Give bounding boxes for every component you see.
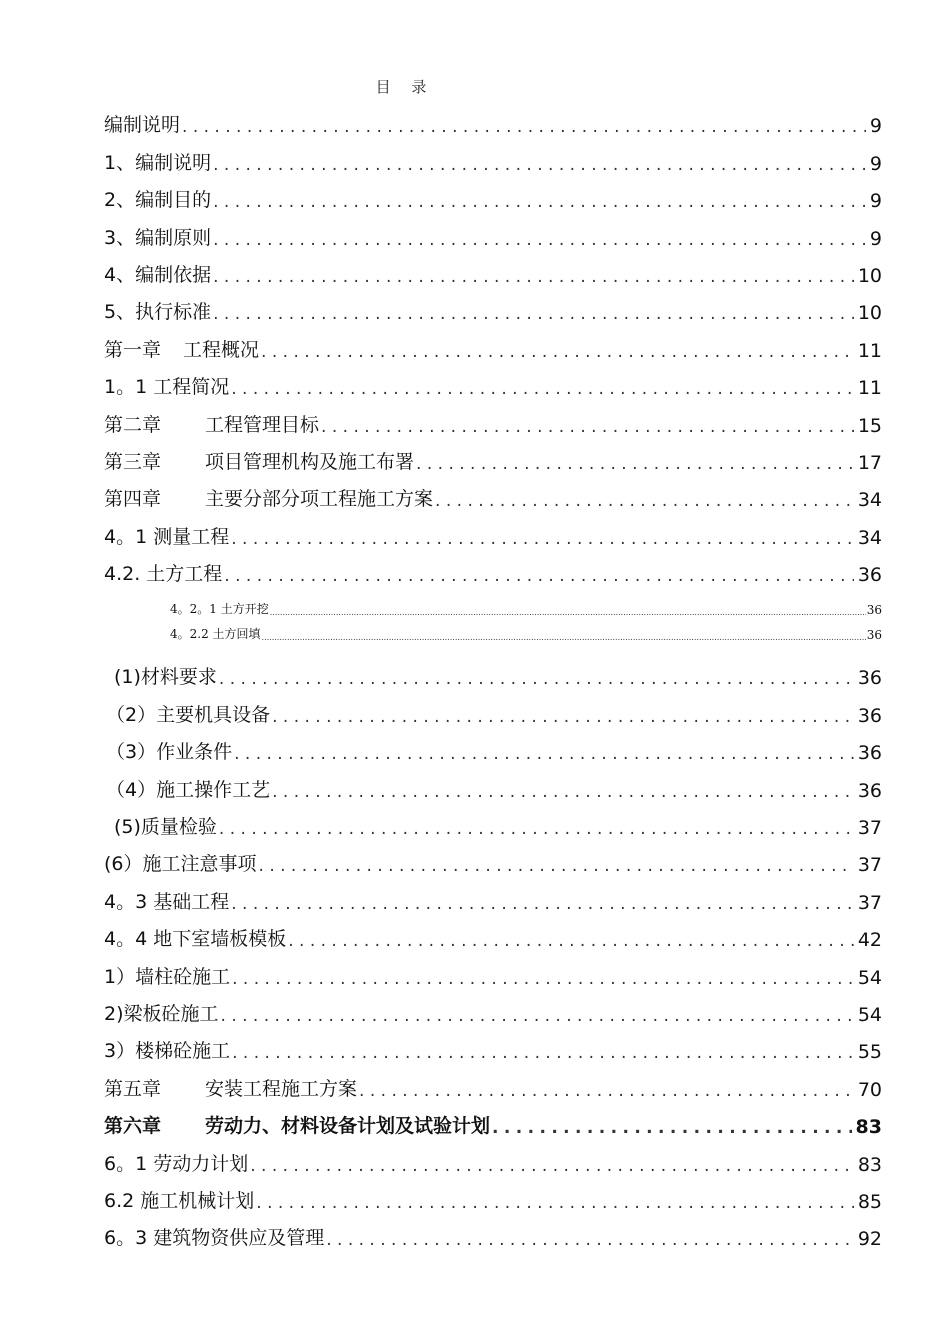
toc-page-number: 42 xyxy=(857,929,882,952)
leader-dots xyxy=(232,969,854,989)
toc-page-number: 10 xyxy=(857,264,882,287)
toc-entry-label xyxy=(104,410,319,437)
leader-dots xyxy=(270,608,866,617)
leader-dots xyxy=(231,894,854,914)
toc-entry[interactable] xyxy=(104,366,882,403)
toc-entry-chapter[interactable] xyxy=(104,403,882,440)
toc-entry-label: 6。3 建筑物资供应及管理 xyxy=(104,1227,325,1250)
leader-dots xyxy=(234,744,854,764)
toc-entry-label: 1）墙柱砼施工 xyxy=(104,965,231,988)
toc-entry-label xyxy=(104,335,259,362)
leader-dots xyxy=(326,1230,854,1250)
leader-dots xyxy=(359,1081,854,1101)
toc-entry-label: 4。3 基础工程 xyxy=(104,890,230,913)
toc-entry[interactable] xyxy=(104,731,882,768)
toc-page-number: 92 xyxy=(857,1228,882,1251)
toc-page-number: 37 xyxy=(857,817,882,840)
toc-page-number: 15 xyxy=(857,414,882,437)
toc-entry-chapter[interactable] xyxy=(104,1105,882,1142)
toc-entry[interactable] xyxy=(104,693,882,730)
leader-dots xyxy=(219,819,854,839)
toc-entry-label xyxy=(104,1074,357,1101)
toc-entry[interactable] xyxy=(104,918,882,955)
toc-page-number: 17 xyxy=(857,451,882,474)
leader-dots xyxy=(213,192,866,212)
toc-entry[interactable] xyxy=(104,179,882,216)
toc-entry-chapter[interactable] xyxy=(104,1067,882,1104)
leader-dots xyxy=(219,669,854,689)
toc-entry-label: 3、编制原则 xyxy=(104,226,212,249)
toc-page-number: 70 xyxy=(857,1078,882,1101)
chapter-title: 主要分部分项工程施工方案 xyxy=(205,488,434,511)
toc-entry-chapter[interactable] xyxy=(104,328,882,365)
toc-entry[interactable] xyxy=(104,216,882,253)
toc-entry[interactable] xyxy=(104,553,882,590)
chapter-number: 第四章 xyxy=(104,488,162,511)
toc-entry[interactable] xyxy=(104,1142,882,1179)
toc-entry-label: （3）作业条件 xyxy=(106,741,233,764)
toc-page-number: 36 xyxy=(857,742,882,765)
toc-entry[interactable] xyxy=(104,656,882,693)
toc-entry-label: 2、编制目的 xyxy=(104,189,212,212)
toc-page-number: 36 xyxy=(866,628,882,643)
leader-dots xyxy=(213,155,866,175)
leader-dots xyxy=(288,931,854,951)
toc-entry[interactable] xyxy=(104,955,882,992)
toc-entry[interactable] xyxy=(104,806,882,843)
toc-page-number: 10 xyxy=(857,302,882,325)
leader-dots xyxy=(256,1193,854,1213)
toc-page-number: 9 xyxy=(869,152,882,175)
toc-page-number: 11 xyxy=(857,377,882,400)
chapter-number: 第五章 xyxy=(104,1077,162,1100)
toc-page-number: 83 xyxy=(857,1153,882,1176)
chapter-title: 劳动力、材料设备计划及试验计划 xyxy=(205,1115,491,1138)
chapter-title: 工程管理目标 xyxy=(205,413,320,436)
toc-entry[interactable] xyxy=(104,843,882,880)
toc-entry-label: 4。2.2 土方回填 xyxy=(170,627,261,642)
toc-entry-label: 4。1 测量工程 xyxy=(104,525,230,548)
leader-dots xyxy=(213,304,854,324)
toc-page-number: 37 xyxy=(857,891,882,914)
toc-page-number: 34 xyxy=(857,526,882,549)
leader-dots xyxy=(272,707,854,727)
toc-page-number: 36 xyxy=(857,704,882,727)
toc-page-number: 36 xyxy=(857,667,882,690)
leader-dots xyxy=(272,782,854,802)
leader-dots xyxy=(231,379,854,399)
toc-entry[interactable] xyxy=(104,141,882,178)
leader-dots xyxy=(321,417,854,437)
toc-entry-label: （2）主要机具设备 xyxy=(106,703,271,726)
toc-title: 目 录 xyxy=(375,78,435,96)
leader-dots xyxy=(231,529,854,549)
leader-dots xyxy=(221,1006,854,1026)
chapter-number: 第六章 xyxy=(104,1115,162,1138)
chapter-number: 第三章 xyxy=(104,450,162,473)
chapter-title: 安装工程施工方案 xyxy=(205,1077,358,1100)
leader-dots xyxy=(250,1156,854,1176)
toc-page-number: 55 xyxy=(857,1041,882,1064)
leader-dots xyxy=(224,566,854,586)
toc-entry-label: 4。4 地下室墙板模板 xyxy=(104,928,287,951)
table-of-contents xyxy=(104,104,882,1254)
toc-entry[interactable] xyxy=(104,880,882,917)
toc-entry-label: 1、编制说明 xyxy=(104,151,212,174)
toc-entry-label: (5)质量检验 xyxy=(114,816,217,839)
chapter-number: 第二章 xyxy=(104,413,162,436)
toc-entry[interactable] xyxy=(104,1030,882,1067)
leader-dots xyxy=(261,342,854,362)
toc-page-number: 34 xyxy=(857,489,882,512)
leader-dots xyxy=(492,1118,852,1138)
toc-entry-chapter[interactable] xyxy=(104,441,882,478)
toc-entry[interactable] xyxy=(104,515,882,552)
toc-entry-label: 4。2。1 土方开挖 xyxy=(170,602,269,617)
toc-page-number: 9 xyxy=(869,115,882,138)
toc-entry-subsection[interactable] xyxy=(104,596,882,621)
toc-entry-label: (6）施工注意事项 xyxy=(104,853,257,876)
toc-page-number: 85 xyxy=(857,1190,882,1213)
toc-entry-label xyxy=(104,1111,490,1138)
toc-entry-label: 4.2. 土方工程 xyxy=(104,563,223,586)
leader-dots xyxy=(435,491,854,511)
toc-page-number: 36 xyxy=(857,779,882,802)
toc-entry-label: (1)材料要求 xyxy=(114,666,217,689)
toc-page-number: 54 xyxy=(857,966,882,989)
toc-entry-label: 4、编制依据 xyxy=(104,263,212,286)
toc-entry[interactable] xyxy=(104,254,882,291)
toc-entry-label xyxy=(104,484,433,511)
toc-entry-chapter[interactable] xyxy=(104,478,882,515)
leader-dots xyxy=(232,1043,854,1063)
toc-page-number: 54 xyxy=(857,1003,882,1026)
toc-entry[interactable] xyxy=(104,1217,882,1254)
toc-entry-subsection[interactable] xyxy=(104,621,882,646)
toc-entry-label: 编制说明 xyxy=(104,114,181,137)
leader-dots xyxy=(416,454,854,474)
chapter-number: 第一章 xyxy=(104,338,162,361)
toc-entry[interactable] xyxy=(104,993,882,1030)
leader-dots xyxy=(259,856,854,876)
leader-dots xyxy=(213,230,866,250)
toc-entry-label: 5、执行标准 xyxy=(104,301,212,324)
chapter-title: 项目管理机构及施工布署 xyxy=(205,450,415,473)
toc-page-number: 9 xyxy=(869,227,882,250)
toc-entry-label xyxy=(104,447,414,474)
toc-entry-label: 6。1 劳动力计划 xyxy=(104,1152,249,1175)
toc-entry[interactable] xyxy=(104,1180,882,1217)
toc-entry-label: （4）施工操作工艺 xyxy=(106,778,271,801)
toc-entry-label: 6.2 施工机械计划 xyxy=(104,1189,255,1212)
chapter-title: 工程概况 xyxy=(183,338,260,361)
toc-entry-label: 2)梁板砼施工 xyxy=(104,1002,219,1025)
toc-page-number: 36 xyxy=(866,603,882,618)
toc-page-number: 83 xyxy=(855,1116,882,1139)
toc-entry-label: 3）楼梯砼施工 xyxy=(104,1040,231,1063)
toc-entry[interactable] xyxy=(104,104,882,141)
toc-page-number: 11 xyxy=(857,339,882,362)
toc-page-number: 9 xyxy=(869,190,882,213)
toc-entry[interactable] xyxy=(104,291,882,328)
toc-page-number: 37 xyxy=(857,854,882,877)
leader-dots xyxy=(182,117,866,137)
leader-dots xyxy=(262,633,866,642)
toc-entry[interactable] xyxy=(104,768,882,805)
toc-page-number: 36 xyxy=(857,564,882,587)
leader-dots xyxy=(213,267,854,287)
toc-entry-label: 1。1 工程简况 xyxy=(104,376,230,399)
